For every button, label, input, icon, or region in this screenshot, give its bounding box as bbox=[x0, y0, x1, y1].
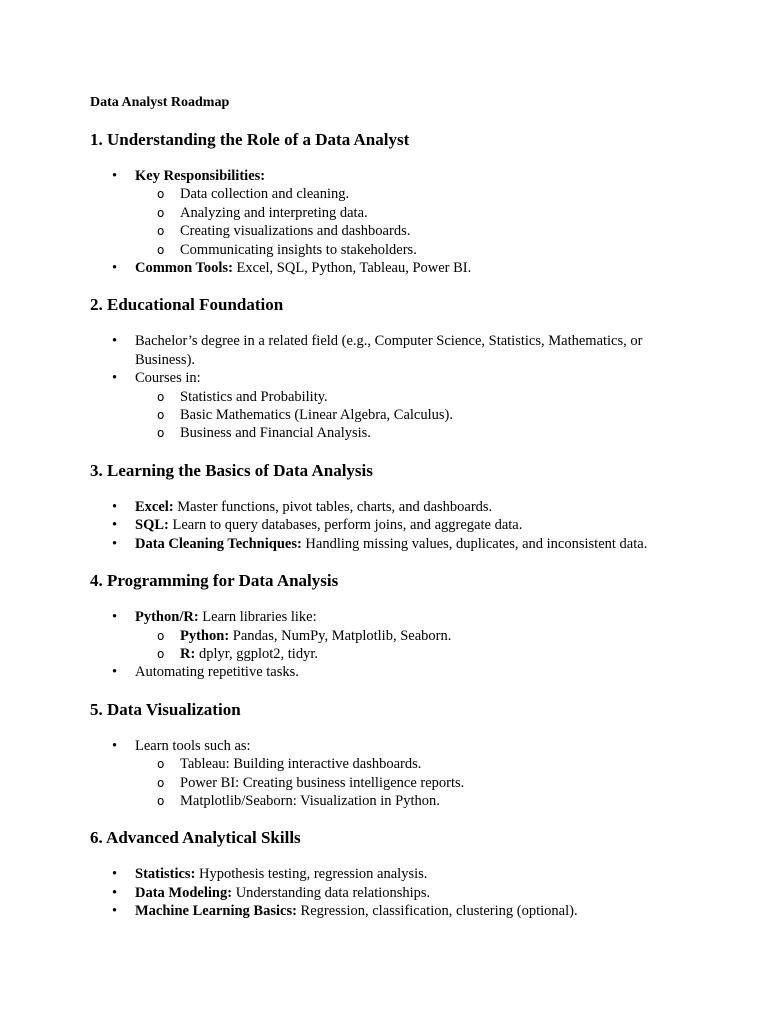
section-heading: 1. Understanding the Role of a Data Analyst bbox=[90, 130, 410, 149]
list-item bbox=[90, 332, 690, 369]
list-item bbox=[90, 535, 690, 553]
list-item bbox=[90, 608, 690, 663]
sub-list-item bbox=[135, 627, 690, 645]
section-heading: 2. Educational Foundation bbox=[90, 295, 284, 315]
list-item-text: Excel, SQL, Python, Tableau, Power BI. bbox=[232, 260, 472, 277]
list-item-label: Statistics: bbox=[135, 866, 196, 883]
sub-list-item-text: Communicating insights to stakeholders. bbox=[180, 241, 417, 258]
section-heading: 4. Programming for Data Analysis bbox=[90, 571, 339, 591]
list-item-label: SQL: bbox=[135, 517, 169, 534]
sub-list-item-text: Basic Mathematics (Linear Algebra, Calculus). bbox=[180, 407, 453, 424]
sub-list-item bbox=[135, 241, 690, 259]
list-item-label: Common Tools: bbox=[135, 260, 233, 277]
list-item-label: Excel: bbox=[135, 498, 174, 515]
section-heading: 3. Learning the Basics of Data Analysis bbox=[90, 460, 373, 480]
sub-list-item-label: Python: bbox=[180, 627, 230, 644]
list-item bbox=[90, 884, 690, 902]
list-item bbox=[90, 498, 690, 516]
sub-list-item bbox=[135, 645, 690, 663]
section-heading: 5. Data Visualization bbox=[90, 699, 241, 719]
sub-list-item bbox=[135, 424, 690, 442]
list-item bbox=[90, 902, 690, 920]
list-item-text: Bachelor’s degree in a related field (e.g., Computer Science, Statistics, Mathematics, or Business). bbox=[135, 333, 643, 368]
list-item bbox=[90, 663, 690, 681]
list-item bbox=[90, 369, 690, 443]
bullet-list bbox=[90, 737, 690, 811]
sub-list-item bbox=[135, 388, 690, 406]
document-title: Data Analyst Roadmap bbox=[90, 95, 230, 110]
list-item-label: Key Responsibilities: bbox=[135, 168, 266, 184]
bullet-list bbox=[90, 498, 690, 553]
list-item-text: Hypothesis testing, regression analysis. bbox=[195, 866, 428, 883]
list-item bbox=[90, 516, 690, 534]
sub-list-item-label: R: bbox=[180, 645, 196, 662]
list-item-label: Machine Learning Basics: bbox=[135, 903, 297, 920]
sub-list bbox=[135, 388, 690, 443]
list-item-label: Python/R: bbox=[135, 609, 199, 626]
document-sections bbox=[90, 130, 690, 921]
list-item-text: Regression, classification, clustering (optional). bbox=[296, 903, 578, 920]
sub-list-item bbox=[135, 406, 690, 424]
sub-list-item bbox=[135, 755, 690, 773]
sub-list-item-text: Pandas, NumPy, Matplotlib, Seaborn. bbox=[229, 627, 452, 644]
list-item-text: Learn libraries like: bbox=[198, 609, 317, 626]
list-item-label: Data Modeling: bbox=[135, 884, 233, 901]
sub-list-item-text: Power BI: Creating business intelligence reports. bbox=[180, 774, 465, 791]
list-item-text: Courses in: bbox=[135, 370, 201, 387]
bullet-list bbox=[90, 865, 690, 920]
list-item-text: Learn to query databases, perform joins, and aggregate data. bbox=[168, 517, 523, 534]
sub-list bbox=[135, 185, 690, 259]
sub-list-item-text: Tableau: Building interactive dashboards. bbox=[180, 756, 422, 773]
sub-list-item-text: dplyr, ggplot2, tidyr. bbox=[195, 645, 318, 662]
list-item-label: Data Cleaning Techniques: bbox=[135, 535, 302, 552]
sub-list-item-text: Analyzing and interpreting data. bbox=[180, 204, 368, 221]
sub-list-item bbox=[135, 222, 690, 240]
sub-list-item bbox=[135, 204, 690, 222]
section-heading: 6. Advanced Analytical Skills bbox=[90, 828, 301, 848]
document-page bbox=[90, 94, 690, 939]
list-item bbox=[90, 259, 690, 277]
list-item bbox=[90, 865, 690, 883]
sub-list-item-text: Statistics and Probability. bbox=[180, 388, 328, 405]
bullet-list bbox=[90, 167, 690, 277]
sub-list bbox=[135, 627, 690, 664]
sub-list-item-text: Matplotlib/Seaborn: Visualization in Python. bbox=[180, 792, 440, 809]
list-item-text: Automating repetitive tasks. bbox=[135, 664, 299, 681]
sub-list-item-text: Data collection and cleaning. bbox=[180, 186, 350, 203]
list-item-text: Handling missing values, duplicates, and inconsistent data. bbox=[301, 535, 648, 552]
sub-list-item bbox=[135, 774, 690, 792]
bullet-list bbox=[90, 332, 690, 442]
list-item-text: Master functions, pivot tables, charts, and dashboards. bbox=[173, 498, 493, 515]
sub-list bbox=[135, 755, 690, 810]
list-item bbox=[90, 737, 690, 811]
list-item bbox=[90, 167, 690, 259]
sub-list-item bbox=[135, 185, 690, 203]
bullet-list bbox=[90, 608, 690, 682]
list-item-text: Understanding data relationships. bbox=[232, 884, 431, 901]
sub-list-item-text: Creating visualizations and dashboards. bbox=[180, 223, 411, 240]
sub-list-item-text: Business and Financial Analysis. bbox=[180, 425, 371, 442]
list-item-text: Learn tools such as: bbox=[135, 737, 251, 754]
sub-list-item bbox=[135, 792, 690, 810]
